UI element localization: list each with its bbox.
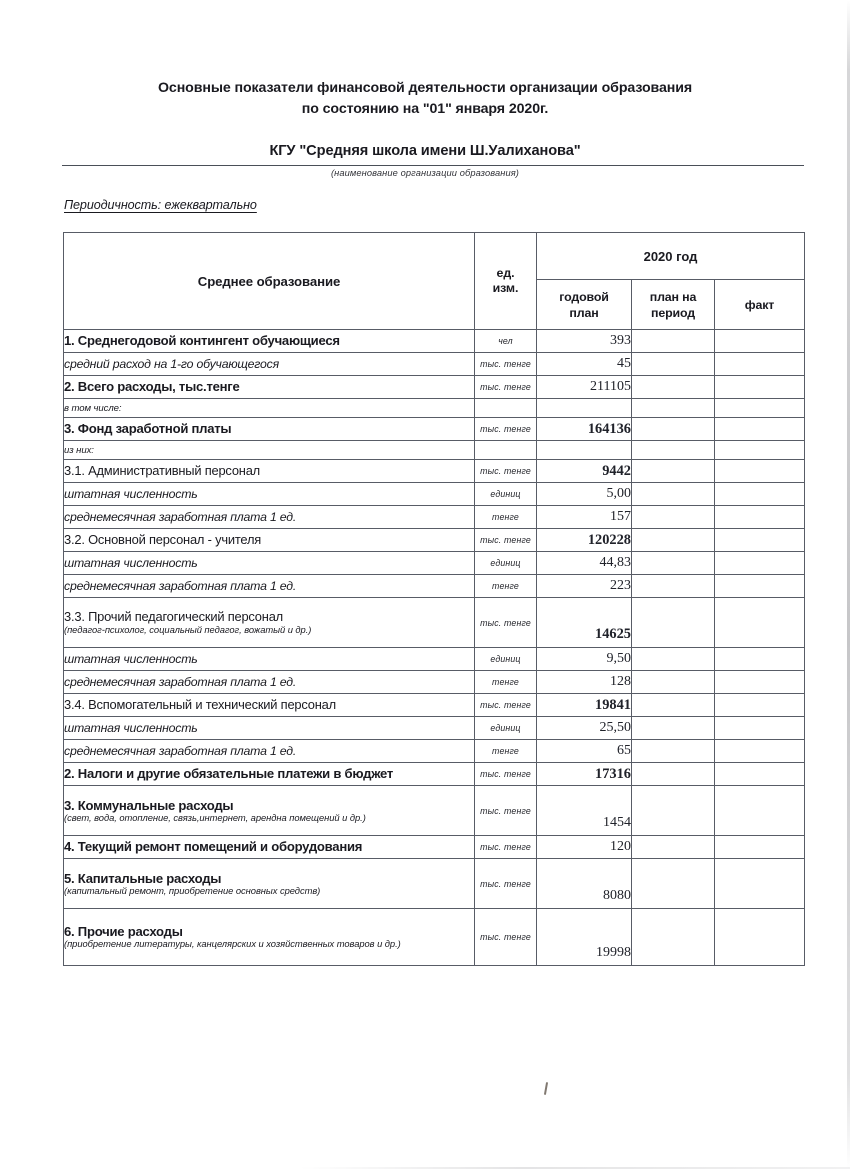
row-period-plan-cell [632, 529, 715, 552]
row-annual-plan-cell: 1454 [537, 786, 632, 836]
row-unit-cell: тыс. тенге [475, 418, 537, 441]
row-unit-cell: единиц [475, 717, 537, 740]
column-header-unit-line-2: изм. [492, 281, 519, 295]
row-unit-cell: тыс. тенге [475, 376, 537, 399]
row-fact-cell [715, 763, 805, 786]
row-period-plan-cell [632, 859, 715, 909]
row-period-plan-cell [632, 717, 715, 740]
table-row [64, 376, 805, 399]
row-annual-plan-cell: 157 [537, 506, 632, 529]
row-label: в том числе: [64, 402, 122, 414]
table-row [64, 399, 805, 418]
row-label-cell [64, 353, 475, 376]
row-period-plan-cell [632, 694, 715, 717]
row-unit-cell: тенге [475, 506, 537, 529]
row-annual-plan-cell: 223 [537, 575, 632, 598]
row-fact-cell [715, 575, 805, 598]
row-label-cell [64, 460, 475, 483]
row-fact-cell [715, 671, 805, 694]
row-fact-cell [715, 441, 805, 460]
row-annual-plan-cell: 164136 [537, 418, 632, 441]
table-row [64, 483, 805, 506]
row-label: 3. Коммунальные расходы [64, 797, 234, 813]
row-label-subtitle: (капитальный ремонт, приобретение основных средств) [64, 884, 321, 896]
organization-caption: (наименование организации образования) [330, 168, 520, 178]
row-label-cell [64, 506, 475, 529]
row-label: среднемесячная заработная плата 1 ед. [64, 743, 297, 758]
row-period-plan-cell [632, 460, 715, 483]
row-unit-cell: тыс. тенге [475, 763, 537, 786]
organization-name: КГУ "Средняя школа имени Ш.Уалиханова" [269, 143, 581, 159]
row-label-cell [64, 575, 475, 598]
row-fact-cell [715, 483, 805, 506]
table-row [64, 717, 805, 740]
column-header-name: Среднее образование [64, 233, 475, 330]
row-label: 3.1. Административный персонал [64, 462, 260, 478]
row-unit-cell: тенге [475, 740, 537, 763]
row-period-plan-cell [632, 648, 715, 671]
column-header-period-plan-line-1: план на [649, 289, 697, 304]
row-annual-plan-cell: 17316 [537, 763, 632, 786]
table-row [64, 575, 805, 598]
row-period-plan-cell [632, 786, 715, 836]
row-unit-cell [475, 399, 537, 418]
row-unit-cell: тыс. тенге [475, 529, 537, 552]
row-label: 1. Среднегодовой контингент обучающиеся [64, 333, 340, 349]
row-label-subtitle: (свет, вода, отопление, связь,интернет, аренднa помещений и др.) [64, 811, 366, 823]
row-label-cell [64, 763, 475, 786]
row-period-plan-cell [632, 418, 715, 441]
row-annual-plan-cell: 19841 [537, 694, 632, 717]
row-fact-cell [715, 648, 805, 671]
row-fact-cell [715, 859, 805, 909]
row-fact-cell [715, 330, 805, 353]
row-label-subtitle: (приобретение литературы, канцелярских и хозяйственных товаров и др.) [64, 938, 401, 950]
row-label: 6. Прочие расходы [64, 924, 183, 940]
row-annual-plan-cell: 9,50 [537, 648, 632, 671]
table-row [64, 859, 805, 909]
row-period-plan-cell [632, 506, 715, 529]
column-header-period-plan [632, 280, 715, 330]
row-annual-plan-cell: 128 [537, 671, 632, 694]
periodicity-label: Периодичность: ежеквартально [64, 198, 257, 212]
row-label-cell [64, 694, 475, 717]
column-header-annual-plan-line-1: годовой [559, 289, 609, 304]
column-header-period-plan-line-2: период [651, 305, 695, 320]
row-period-plan-cell [632, 376, 715, 399]
row-label: 2. Налоги и другие обязательные платежи в бюджет [64, 766, 394, 782]
column-header-unit-line-1: ед. [496, 266, 515, 280]
row-unit-cell: единиц [475, 483, 537, 506]
document-title-line-1: Основные показатели финансовой деятельности организации образования [157, 80, 693, 96]
row-label: 2. Всего расходы, тыс.тенге [64, 379, 240, 395]
table-row [64, 529, 805, 552]
row-label: штатная численность [64, 651, 198, 666]
column-header-annual-plan-line-2: план [569, 305, 599, 320]
row-label: штатная численность [64, 720, 198, 735]
document-title [0, 78, 850, 120]
table-row [64, 353, 805, 376]
table-row [64, 909, 805, 966]
row-label-cell [64, 671, 475, 694]
column-header-annual-plan [537, 280, 632, 330]
row-label-cell [64, 376, 475, 399]
row-period-plan-cell [632, 671, 715, 694]
row-period-plan-cell [632, 575, 715, 598]
row-fact-cell [715, 552, 805, 575]
table-row [64, 694, 805, 717]
row-label-cell [64, 786, 475, 836]
row-unit-cell [475, 441, 537, 460]
table-row [64, 418, 805, 441]
row-label: 3. Фонд заработной платы [64, 421, 232, 437]
row-fact-cell [715, 717, 805, 740]
row-unit-cell: тыс. тенге [475, 353, 537, 376]
table-row [64, 460, 805, 483]
table-header-row-1 [64, 233, 805, 280]
column-header-unit [475, 233, 537, 330]
row-period-plan-cell [632, 836, 715, 859]
row-period-plan-cell [632, 740, 715, 763]
table-body [64, 330, 805, 966]
row-annual-plan-cell: 65 [537, 740, 632, 763]
row-fact-cell [715, 460, 805, 483]
financial-indicators-table [63, 232, 805, 966]
row-annual-plan-cell: 19998 [537, 909, 632, 966]
row-label-cell [64, 909, 475, 966]
row-period-plan-cell [632, 353, 715, 376]
row-fact-cell [715, 353, 805, 376]
row-label: средний расход на 1-го обучающегося [64, 356, 279, 371]
column-header-fact: факт [715, 280, 805, 330]
row-fact-cell [715, 529, 805, 552]
row-label-cell [64, 859, 475, 909]
table-row [64, 441, 805, 460]
row-label: среднемесячная заработная плата 1 ед. [64, 674, 297, 689]
row-label: 3.4. Вспомогательный и технический персонал [64, 696, 336, 712]
row-annual-plan-cell: 8080 [537, 859, 632, 909]
table-row [64, 330, 805, 353]
row-unit-cell: тенге [475, 575, 537, 598]
row-fact-cell [715, 376, 805, 399]
row-annual-plan-cell: 9442 [537, 460, 632, 483]
row-label: среднемесячная заработная плата 1 ед. [64, 509, 297, 524]
row-label-cell [64, 836, 475, 859]
row-label-cell [64, 529, 475, 552]
row-annual-plan-cell: 45 [537, 353, 632, 376]
financial-table-wrapper [63, 232, 804, 966]
row-fact-cell [715, 598, 805, 648]
row-period-plan-cell [632, 552, 715, 575]
table-row [64, 671, 805, 694]
row-period-plan-cell [632, 598, 715, 648]
row-unit-cell: тыс. тенге [475, 836, 537, 859]
row-label: штатная численность [64, 555, 198, 570]
row-fact-cell [715, 740, 805, 763]
row-label-cell [64, 598, 475, 648]
row-period-plan-cell [632, 330, 715, 353]
row-annual-plan-cell: 5,00 [537, 483, 632, 506]
row-label-cell [64, 330, 475, 353]
row-label: 3.3. Прочий педагогический персонал [64, 608, 283, 624]
row-period-plan-cell [632, 763, 715, 786]
row-label-cell [64, 648, 475, 671]
row-label: 5. Капитальные расходы [64, 870, 222, 886]
row-unit-cell: тыс. тенге [475, 859, 537, 909]
table-row [64, 740, 805, 763]
row-unit-cell: чел [475, 330, 537, 353]
row-fact-cell [715, 836, 805, 859]
row-annual-plan-cell: 120228 [537, 529, 632, 552]
row-fact-cell [715, 786, 805, 836]
table-row [64, 648, 805, 671]
stray-pen-mark [544, 1082, 548, 1095]
table-header [64, 233, 805, 330]
row-fact-cell [715, 399, 805, 418]
row-annual-plan-cell: 120 [537, 836, 632, 859]
row-label-cell [64, 717, 475, 740]
row-label-subtitle: (педагог-психолог, социальный педагог, вожатый и др.) [64, 623, 312, 635]
row-period-plan-cell [632, 909, 715, 966]
row-unit-cell: тыс. тенге [475, 460, 537, 483]
row-annual-plan-cell: 25,50 [537, 717, 632, 740]
row-period-plan-cell [632, 483, 715, 506]
row-fact-cell [715, 418, 805, 441]
row-unit-cell: тыс. тенге [475, 909, 537, 966]
row-label-cell [64, 441, 475, 460]
row-label: из них: [64, 444, 94, 456]
row-annual-plan-cell: 44,83 [537, 552, 632, 575]
row-unit-cell: единиц [475, 552, 537, 575]
table-row [64, 786, 805, 836]
row-annual-plan-cell [537, 399, 632, 418]
row-fact-cell [715, 909, 805, 966]
table-row [64, 763, 805, 786]
row-period-plan-cell [632, 441, 715, 460]
row-label: среднемесячная заработная плата 1 ед. [64, 578, 297, 593]
row-label-cell [64, 399, 475, 418]
row-fact-cell [715, 506, 805, 529]
row-annual-plan-cell: 393 [537, 330, 632, 353]
row-unit-cell: тыс. тенге [475, 694, 537, 717]
organization-underline [62, 165, 804, 166]
row-period-plan-cell [632, 399, 715, 418]
row-label: 4. Текущий ремонт помещений и оборудования [64, 839, 363, 855]
row-label-cell [64, 418, 475, 441]
column-header-year-group: 2020 год [537, 233, 805, 280]
row-label-cell [64, 740, 475, 763]
row-label-cell [64, 552, 475, 575]
row-label: штатная численность [64, 486, 198, 501]
row-label: 3.2. Основной персонал - учителя [64, 531, 262, 547]
row-unit-cell: тыс. тенге [475, 598, 537, 648]
row-annual-plan-cell: 211105 [537, 376, 632, 399]
table-row [64, 598, 805, 648]
row-unit-cell: тенге [475, 671, 537, 694]
row-fact-cell [715, 694, 805, 717]
table-row [64, 506, 805, 529]
row-unit-cell: тыс. тенге [475, 786, 537, 836]
document-title-line-2: по состоянию на "01" января 2020г. [301, 101, 549, 117]
row-unit-cell: единиц [475, 648, 537, 671]
table-row [64, 552, 805, 575]
row-annual-plan-cell: 14625 [537, 598, 632, 648]
row-label-cell [64, 483, 475, 506]
row-annual-plan-cell [537, 441, 632, 460]
table-row [64, 836, 805, 859]
